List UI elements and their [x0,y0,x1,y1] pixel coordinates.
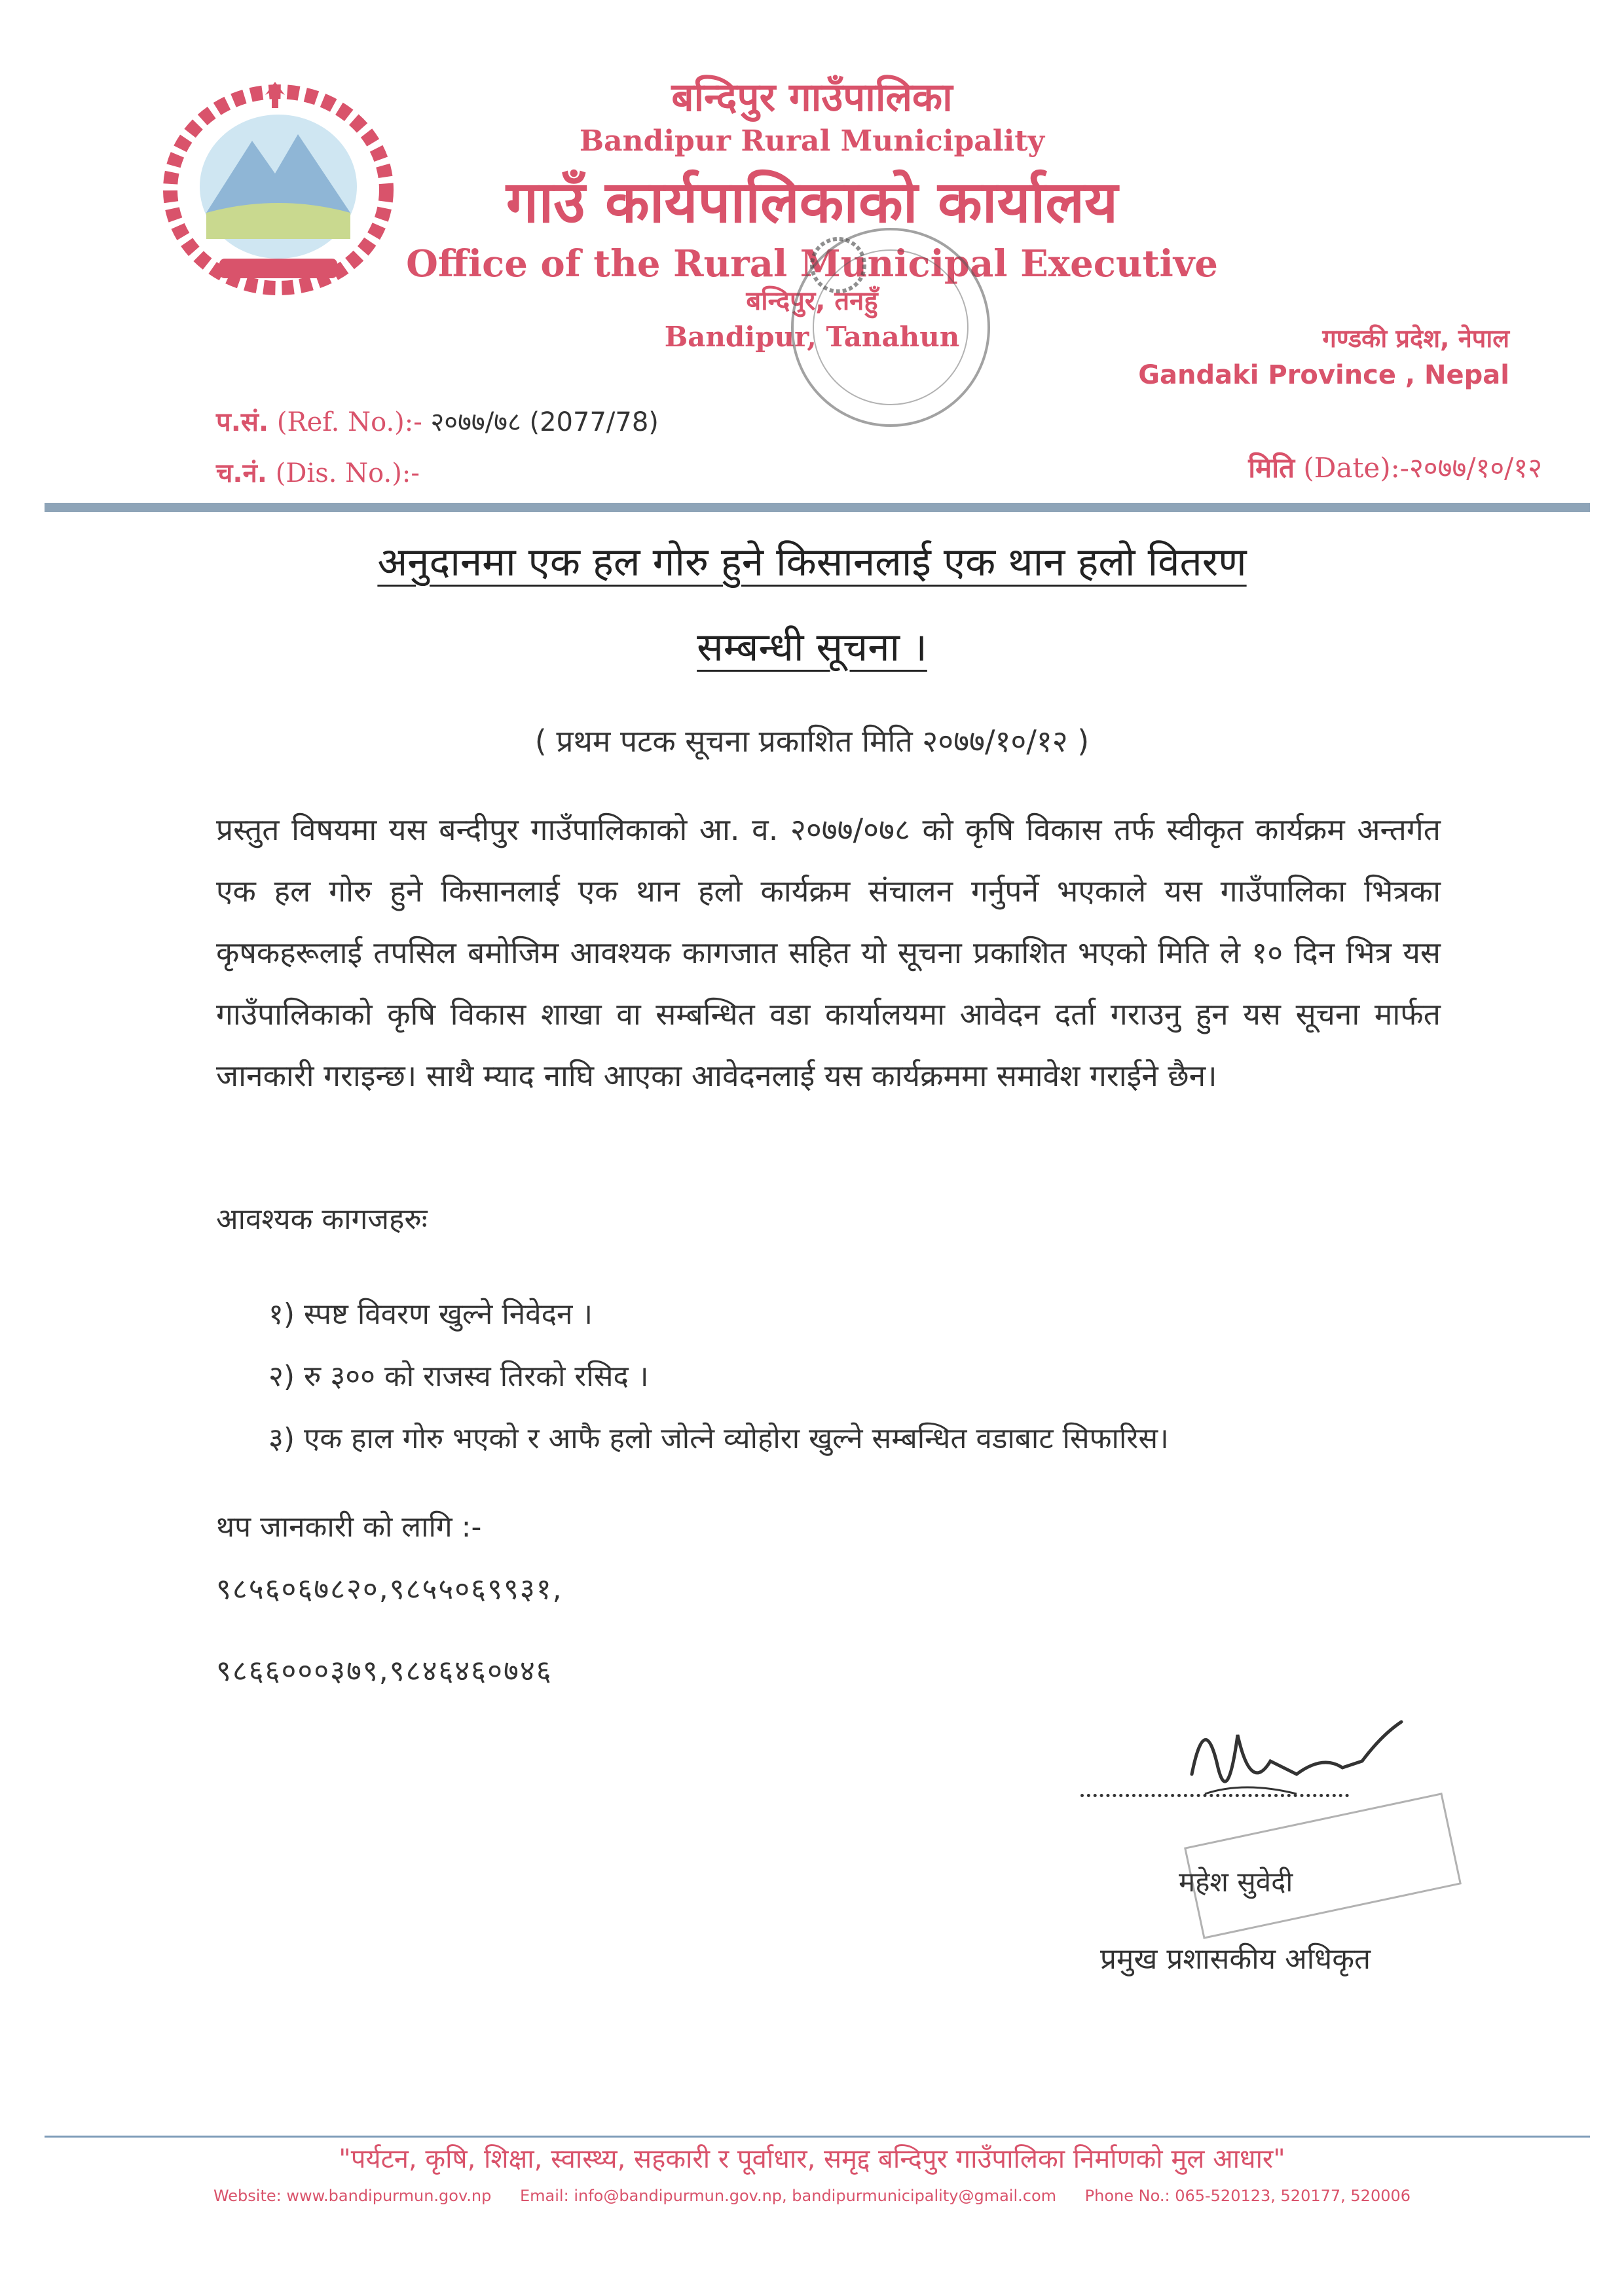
ref-value: २०७७/७८ (2077/78) [430,407,659,437]
footer-phone: Phone No.: 065-520123, 520177, 520006 [1084,2187,1411,2205]
footer-website: Website: www.bandipurmun.gov.np [213,2187,492,2205]
contact-phones-line1: ९८५६०६७८२०,९८५५०६९९३१, [216,1573,563,1606]
province-np: गण्डकी प्रदेश, नेपाल [1322,324,1509,353]
ref-label-np: प.सं. [216,407,269,437]
reference-number [216,403,659,439]
date-value: २०७७/१०/१२ [1409,452,1542,484]
address-np: बन्दिपुर, तनहुँ [746,286,878,316]
office-name-np: गाउँ कार्यपालिकाको कार्यालय [506,168,1118,236]
dis-label-np: च.नं. [216,458,267,488]
notice-title-line2: सम्बन्धी सूचना । [697,625,927,670]
date-label-np: मिति [1248,452,1295,484]
office-name-en: Office of the Rural Municipal Executive [406,242,1218,285]
document-item: १) स्पष्ट विवरण खुल्ने निवेदन । [268,1298,593,1331]
letter-date [1248,448,1542,486]
dis-label-en: (Dis. No.):- [275,458,420,488]
province-en: Gandaki Province , Nepal [1138,360,1509,390]
notice-body: प्रस्तुत विषयमा यस बन्दीपुर गाउँपालिकाको आ. व. २०७७/०७८ को कृषि विकास तर्फ स्वीकृत कार्यक्रम अन्तर्गत एक हल गोरु हुने किसानलाई एक थान हलो कार्यक्रम संचालन गर्नुपर्ने भएकाले यस गाउँपालिका भित्रका कृषकहरूलाई तपसिल बमोजिम आवश्यक कागजात सहित यो सूचना प्रकाशित भएको मिति ले १० दिन भित्र यस गाउँपालिकाको कृषि विकास शाखा वा सम्बन्धित वडा कार्यालयमा आवेदन दर्ता गराउनु हुन यस सूचना मार्फत जानकारी गराइन्छ। साथै म्याद नाघि आएका आवेदनलाई यस कार्यक्रममा समावेश गराईने छैन। [216,812,1441,1093]
documents-heading: आवश्यक कागजहरुः [216,1203,428,1236]
dispatch-number [216,454,420,490]
municipality-name-en: Bandipur Rural Municipality [579,124,1045,158]
document-item: २) रु ३०० को राजस्व तिरको रसिद । [268,1360,649,1393]
ref-label-en: (Ref. No.):- [276,407,422,437]
footer-divider [45,2136,1590,2138]
more-info-heading: थप जानकारी को लागि :- [216,1510,482,1544]
municipality-name-np: बन्दिपुर गाउँपालिका [671,75,953,120]
date-label-en: (Date):- [1303,452,1409,484]
notice-title-line1: अनुदानमा एक हल गोरु हुने किसानलाई एक थान हलो वितरण [377,539,1247,585]
contact-phones-line2: ९८६६०००३७९,९८४६४६०७४६ [216,1654,553,1688]
footer-email: Email: info@bandipurmun.gov.np, bandipurmunicipality@gmail.com [520,2187,1057,2205]
footer-slogan: "पर्यटन, कृषि, शिक्षा, स्वास्थ्य, सहकारी र पूर्वाधार, समृद्द बन्दिपुर गाउँपालिका निर्माणको मुल आधार" [339,2144,1285,2174]
office-round-stamp-icon [766,210,1015,445]
footer-contact [0,2187,1624,2205]
publication-date: ( प्रथम पटक सूचना प्रकाशित मिति २०७७/१०/१२ ) [534,723,1090,759]
signatory-name: महेश सुवेदी [1179,1866,1293,1898]
header-divider [45,503,1590,512]
document-item: ३) एक हाल गोरु भएको र आफै हलो जोत्ने व्योहोरा खुल्ने सम्बन्धित वडाबाट सिफारिस। [268,1422,1169,1455]
address-en: Bandipur, Tanahun [664,321,960,353]
signatory-title: प्रमुख प्रशासकीय अधिकृत [1100,1942,1371,1976]
